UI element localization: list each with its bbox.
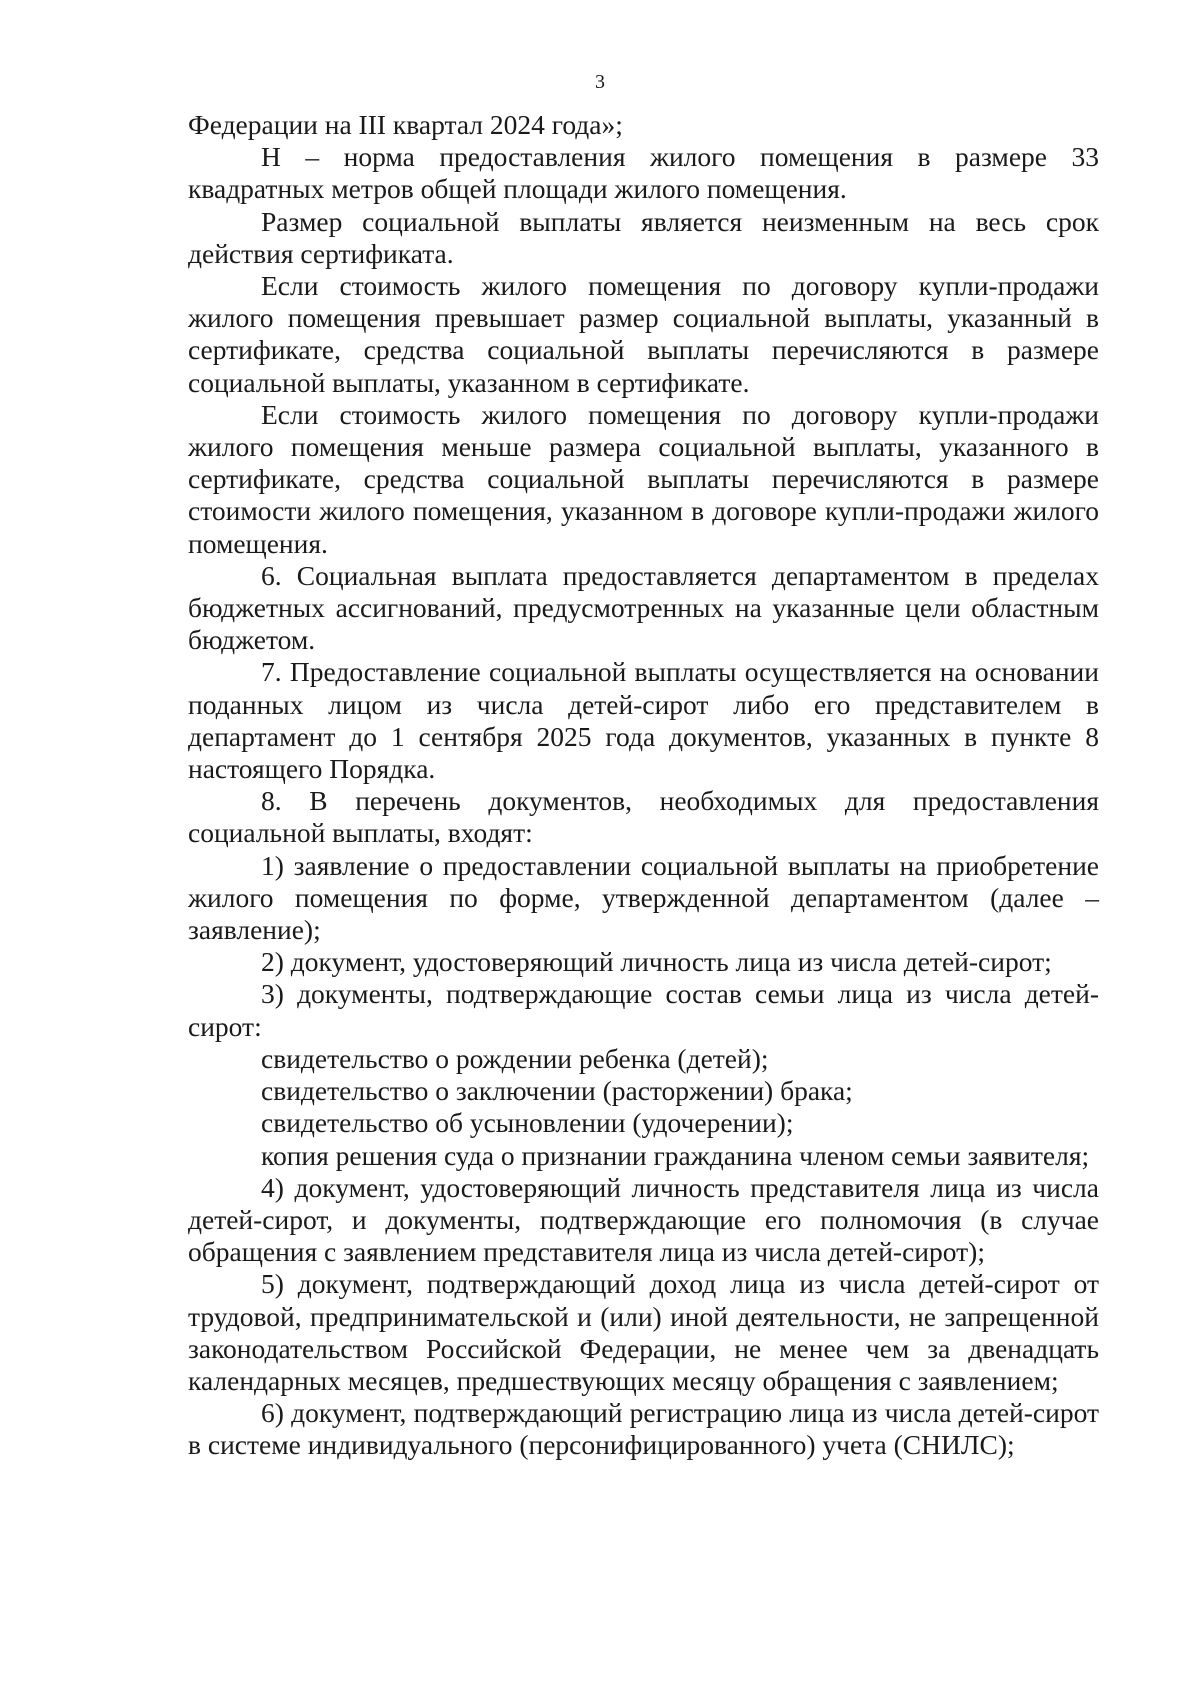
list-item-1: 1) заявление о предоставлении социальной выплаты на приобретение жилого помещения по форме, утвержденной департаментом (далее – заявление); <box>188 849 1099 946</box>
paragraph-payment-fixed: Размер социальной выплаты является неизменным на весь срок действия сертификата. <box>188 205 1099 269</box>
sub-item-marriage-certificate: свидетельство о заключении (расторжении) брака; <box>261 1075 853 1107</box>
paragraph-item-6: 6. Социальная выплата предоставляется департаментом в пределах бюджетных ассигнований, предусмотренных на указанные цели областным бюджетом. <box>188 559 1099 656</box>
list-item-2: 2) документ, удостоверяющий личность лица из числа детей-сирот; <box>261 946 1052 978</box>
paragraph-item-8: 8. В перечень документов, необходимых для предоставления социальной выплаты, входят: <box>188 785 1099 849</box>
sub-item-court-decision: копия решения суда о признании гражданина членом семьи заявителя; <box>261 1139 1090 1171</box>
paragraph-item-7: 7. Предоставление социальной выплаты осуществляется на основании поданных лицом из числа детей-сирот либо его представителем в департамент до 1 сентября 2025 года документов, указанных в пункте 8 настоящего Порядка. <box>188 656 1099 785</box>
sub-item-birth-certificate: свидетельство о рождении ребенка (детей); <box>261 1042 769 1074</box>
list-item-4: 4) документ, удостоверяющий личность представителя лица из числа детей-сирот, и документы, подтверждающие его полномочия (в случае обращения с заявлением представителя лица из числа детей-сирот); <box>188 1171 1099 1268</box>
list-item-6: 6) документ, подтверждающий регистрацию лица из числа детей-сирот в системе индивидуального (персонифицированного) учета (СНИЛС); <box>188 1397 1099 1461</box>
list-item-3: 3) документы, подтверждающие состав семьи лица из числа детей-сирот: <box>188 978 1099 1042</box>
document-body <box>188 109 1099 1462</box>
list-item-5: 5) документ, подтверждающий доход лица из числа детей-сирот от трудовой, предпринимательской и (или) иной деятельности, не запрещенной законодательством Российской Федерации, не менее чем за двенадцать календарных месяцев, предшествующих месяцу обращения с заявлением; <box>188 1268 1099 1396</box>
paragraph-continuation: Федерации на III квартал 2024 года»; <box>188 109 623 140</box>
paragraph-cost-less: Если стоимость жилого помещения по договору купли-продажи жилого помещения меньше размера социальной выплаты, указанного в сертификате, средства социальной выплаты перечисляются в размере стоимости жилого помещения, указанном в договоре купли-продажи жилого помещения. <box>188 398 1099 559</box>
paragraph-cost-exceeds: Если стоимость жилого помещения по договору купли-продажи жилого помещения превышает размер социальной выплаты, указанный в сертификате, средства социальной выплаты перечисляются в размере социальной выплаты, указанном в сертификате. <box>188 270 1099 398</box>
paragraph-norm-definition: Н – норма предоставления жилого помещения в размере 33 квадратных метров общей площади жилого помещения. <box>188 141 1099 205</box>
sub-item-adoption-certificate: свидетельство об усыновлении (удочерении); <box>261 1107 794 1139</box>
page-number: 3 <box>595 71 605 93</box>
